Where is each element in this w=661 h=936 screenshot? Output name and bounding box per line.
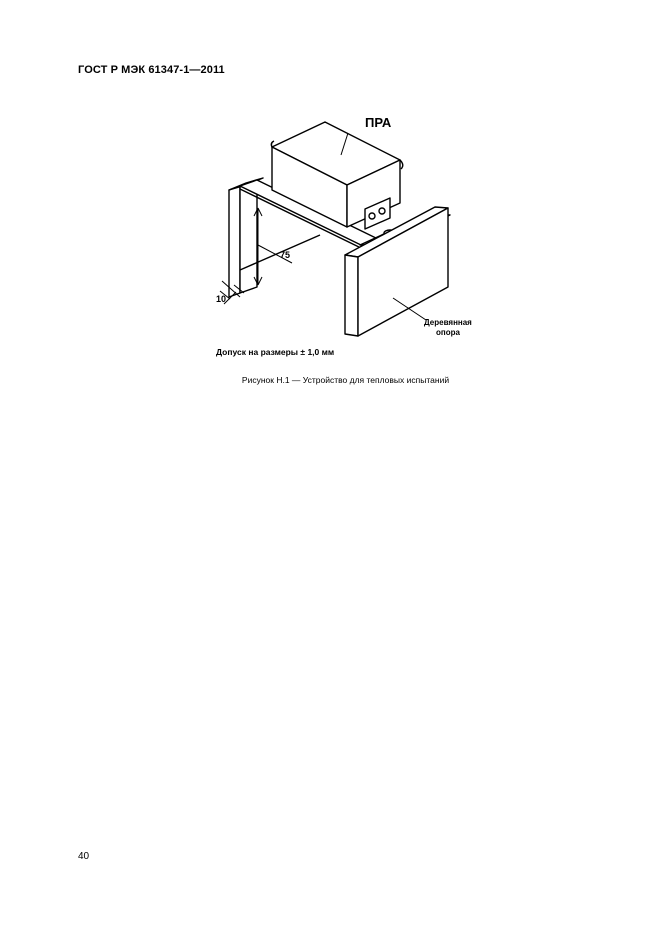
wooden-support-front	[345, 255, 358, 336]
left-board	[229, 186, 240, 297]
ballast-label: ПРА	[365, 115, 392, 130]
dimension-10-label: 10	[216, 294, 227, 304]
page-number: 40	[78, 851, 90, 862]
figure-drawing	[200, 105, 490, 365]
document-header: ГОСТ Р МЭК 61347-1—2011	[78, 64, 225, 76]
left-board-front	[240, 180, 257, 293]
figure-caption: Рисунок Н.1 — Устройство для тепловых испытаний	[241, 375, 450, 385]
support-label-line2: опора	[436, 328, 460, 337]
support-label-line1: Деревянная	[424, 318, 472, 327]
test-device-figure	[200, 105, 490, 365]
dimension-75-label: 75	[280, 250, 291, 260]
tolerance-note: Допуск на размеры ± 1,0 мм	[216, 347, 335, 357]
